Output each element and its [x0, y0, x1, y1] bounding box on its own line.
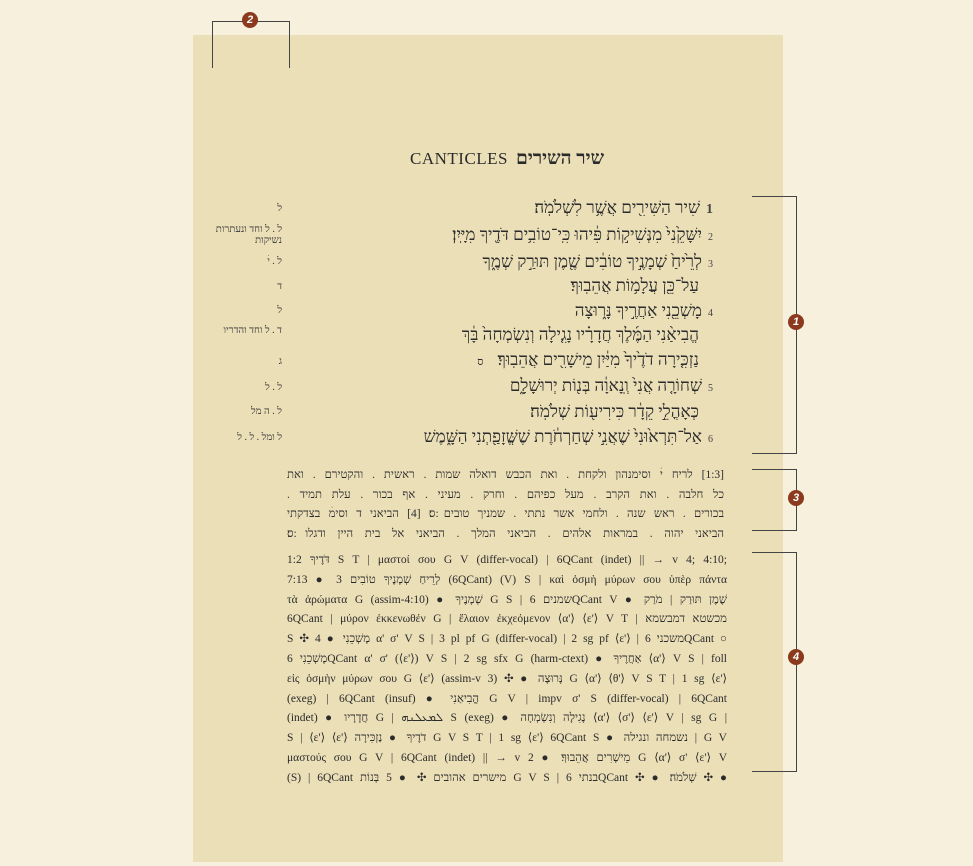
title-hebrew: שיר השירים	[516, 148, 605, 169]
callout-1: 1	[788, 314, 804, 330]
masora-note: ל	[277, 305, 282, 316]
callout-4: 4	[788, 649, 804, 665]
text-line-3: 3לְרֵ֙יחַ֙ שְׁמָנֶ֣יךָ טוֹבִ֔ים שֶׁ֖מֶן תּוּרַ֣ק שְׁמֶ֑ךָ	[482, 252, 713, 271]
text-line-9: כְּאָהֳלֵ֣י קֵדָ֔ר כִּירִיע֖וֹת שְׁלֹמֹֽה׃	[530, 402, 699, 421]
text-line-8: 5שְׁחוֹרָ֤ה אֲנִי֙ וְֽנָאוָ֔ה בְּנ֖וֹת יְרוּשָׁלִָ֑ם	[509, 376, 713, 395]
masora-note: ד	[277, 281, 282, 292]
apparatus-line: τὰ ἀρώματα G (assim-4:10) ● שְׁמָנֶיךָ G S | שמנים 6QCant V ● שֶׁמֶן תּוּרַק | מֹרַק	[287, 593, 727, 606]
apparatus-line: 6QCant | μύρον ἐκκενωθέν G | ἔλαιον ἐκχεόμενον ⟨α'⟩ ⟨ε'⟩ V T | מכשטא דמבשמא	[287, 613, 727, 626]
apparatus-line: (indet) ● חֲדָרָיו G | ܠܡܥܠܢܗ S (exeg) ● נָגִילָה וְנִשְׂמְחָה ⟨α'⟩ ⟨σ'⟩ ⟨ε'⟩ V | sg G |	[287, 712, 728, 725]
callout-3: 3	[788, 490, 804, 506]
top-margin-bracket	[212, 21, 290, 68]
masora-note: ל ומל . ל . ל	[237, 432, 282, 443]
apparatus-line: (S) | 6QCant מישרים אהובים ✣ ● 5 בְּנוֹת G V S | בנתי 6QCant ✣ ● שְׁלֹמֹה׃ ✣ ●	[287, 771, 727, 784]
text-line-10: 6אַל־תִּרְא֙וּנִי֙ שֶׁאֲנִ֣י שְׁחַרְחֹ֔רֶת שֶׁשֱּׁזָפַ֖תְנִי הַשָּׁ֑מֶשׁ	[423, 427, 713, 446]
apparatus-line: S ✣ 4 ● מָשְׁכֵנִי α' σ' V S | 3 pl pf G (differ-vocal) | 2 sg pf ⟨ε'⟩ | משכני 6QCant ○	[287, 633, 727, 646]
apparatus-line: 7:13 ● 3 לְרֵיחַ שְׁמָנֶיךָ טוֹבִים (6QCant) (V) S | καὶ ὀσμὴ μύρων σου ὑπὲρ πάντα	[287, 573, 727, 586]
masora-note: ל	[277, 203, 282, 214]
apparatus-line: מָשְׁכֵנִי 6QCant α' σ' (⟨ε'⟩) V S | 2 sg sfx G (harm-ctext) ● אַחֲרֶיךָ ⟨α'⟩ V S | foll	[287, 652, 727, 665]
masora-note: ל . ל	[265, 382, 282, 393]
masora-note: ל . ה מל	[250, 406, 282, 417]
title-english: CANTICLES	[410, 149, 508, 168]
callout-2: 2	[242, 12, 258, 28]
masora-parva-block	[287, 466, 724, 544]
apparatus-line: (exeg) | 6QCant (insuf) ● הֱבִיאַנִי G V | impv σ' S (differ-vocal) | 6QCant	[287, 692, 727, 705]
page-header	[410, 148, 610, 172]
apparatus-line: S | ⟨ε'⟩ ⟨ε'⟩ דֹדֶיךָ ● נַזְכִּירָה G V S T | 1 sg ⟨ε'⟩ 6QCant S ● נשמחה ונגילה | G V	[287, 732, 727, 745]
text-line-4: עַל־כֵּ֖ן עֲלָמ֥וֹת אֲהֵבֽוּךָ׃	[570, 276, 699, 295]
masora-parva-line: הביאני יהוה . במראות אלהים . הביאני המלך . הביאני אל בית היין ודגלו ׃ס׃	[287, 527, 724, 540]
apparatus-line: 1:2 דֹּדֶיךָ S T | μαστοί σου G V (differ-vocal) | 6QCant (indet) || → v 4; 4:10;	[287, 554, 727, 566]
text-line-6: הֱבִיאַ֨נִי הַמֶּ֜לֶךְ חֲדָרָ֗יו נָגִ֤ילָה וְנִשְׂמְחָה֙ בָּ֔ךְ	[461, 325, 699, 344]
text-line-1: 1שִׁיר הַשִּׁירִ֖ים אֲשֶׁ֥ר לִשְׁלֹמֹֽה׃	[534, 198, 713, 217]
masora-note: ג	[278, 356, 282, 367]
masora-parva-line: [1:3] לריח יׄ וסימנהון ולקחת . ואת הכבש דואלה שמות . ראשית . והקטירם . ואת	[287, 469, 724, 481]
masora-parva-line: בכורים . ראש שנה . ולחמי אשר נתתי . שמניך טובים ׃ס׃ [4] הביאני ד וסימׄ בצדקתי	[287, 508, 724, 520]
apparatus-line: εἰς ὀσμὴν μύρων σου G ⟨ε'⟩ (assim-v 3) ✣ ● נָּרוּצָה G ⟨α'⟩ ⟨θ'⟩ V S T | 1 sg ⟨ε'⟩	[287, 672, 727, 685]
masora-note: ל . ל וחד ונעתרות נשיקות	[215, 224, 282, 246]
setumah-mark: ס	[477, 356, 484, 368]
critical-apparatus	[287, 551, 727, 789]
masora-note: ד . ל וחד והדריו	[223, 325, 282, 336]
text-line-2: 2יִשָּׁקֵ֙נִי֙ מִנְּשִׁיק֣וֹת פִּ֔יהוּ כִּֽי־טוֹבִ֥ים דֹּדֶ֖יךָ מִיָּֽיִן׃	[452, 225, 713, 244]
text-line-5: 4מָשְׁכֵ֖נִי אַחֲרֶ֣יךָ נָּר֑וּצָה	[574, 301, 713, 320]
masora-note: ל . יׄ	[267, 256, 282, 267]
masora-parva-line: כל חלבה . ואת הקרב . מעל כפיהם . וחרק . מעיני . אף בכור . עלת תמיד .	[287, 488, 724, 501]
apparatus-line: μαστούς σου G V | 6QCant (indet) || → v 2 ● מֵישָׁרִים אֲהֵבוּךָ׃ G ⟨α'⟩ σ' ⟨ε'⟩ V	[287, 751, 728, 764]
text-line-7: נַזְכִּ֤ירָה דֹדֶ֙יךָ֙ מִיַּ֔יִן מֵישָׁרִ֖ים אֲהֵבֽוּךָ׃ס	[477, 350, 699, 369]
